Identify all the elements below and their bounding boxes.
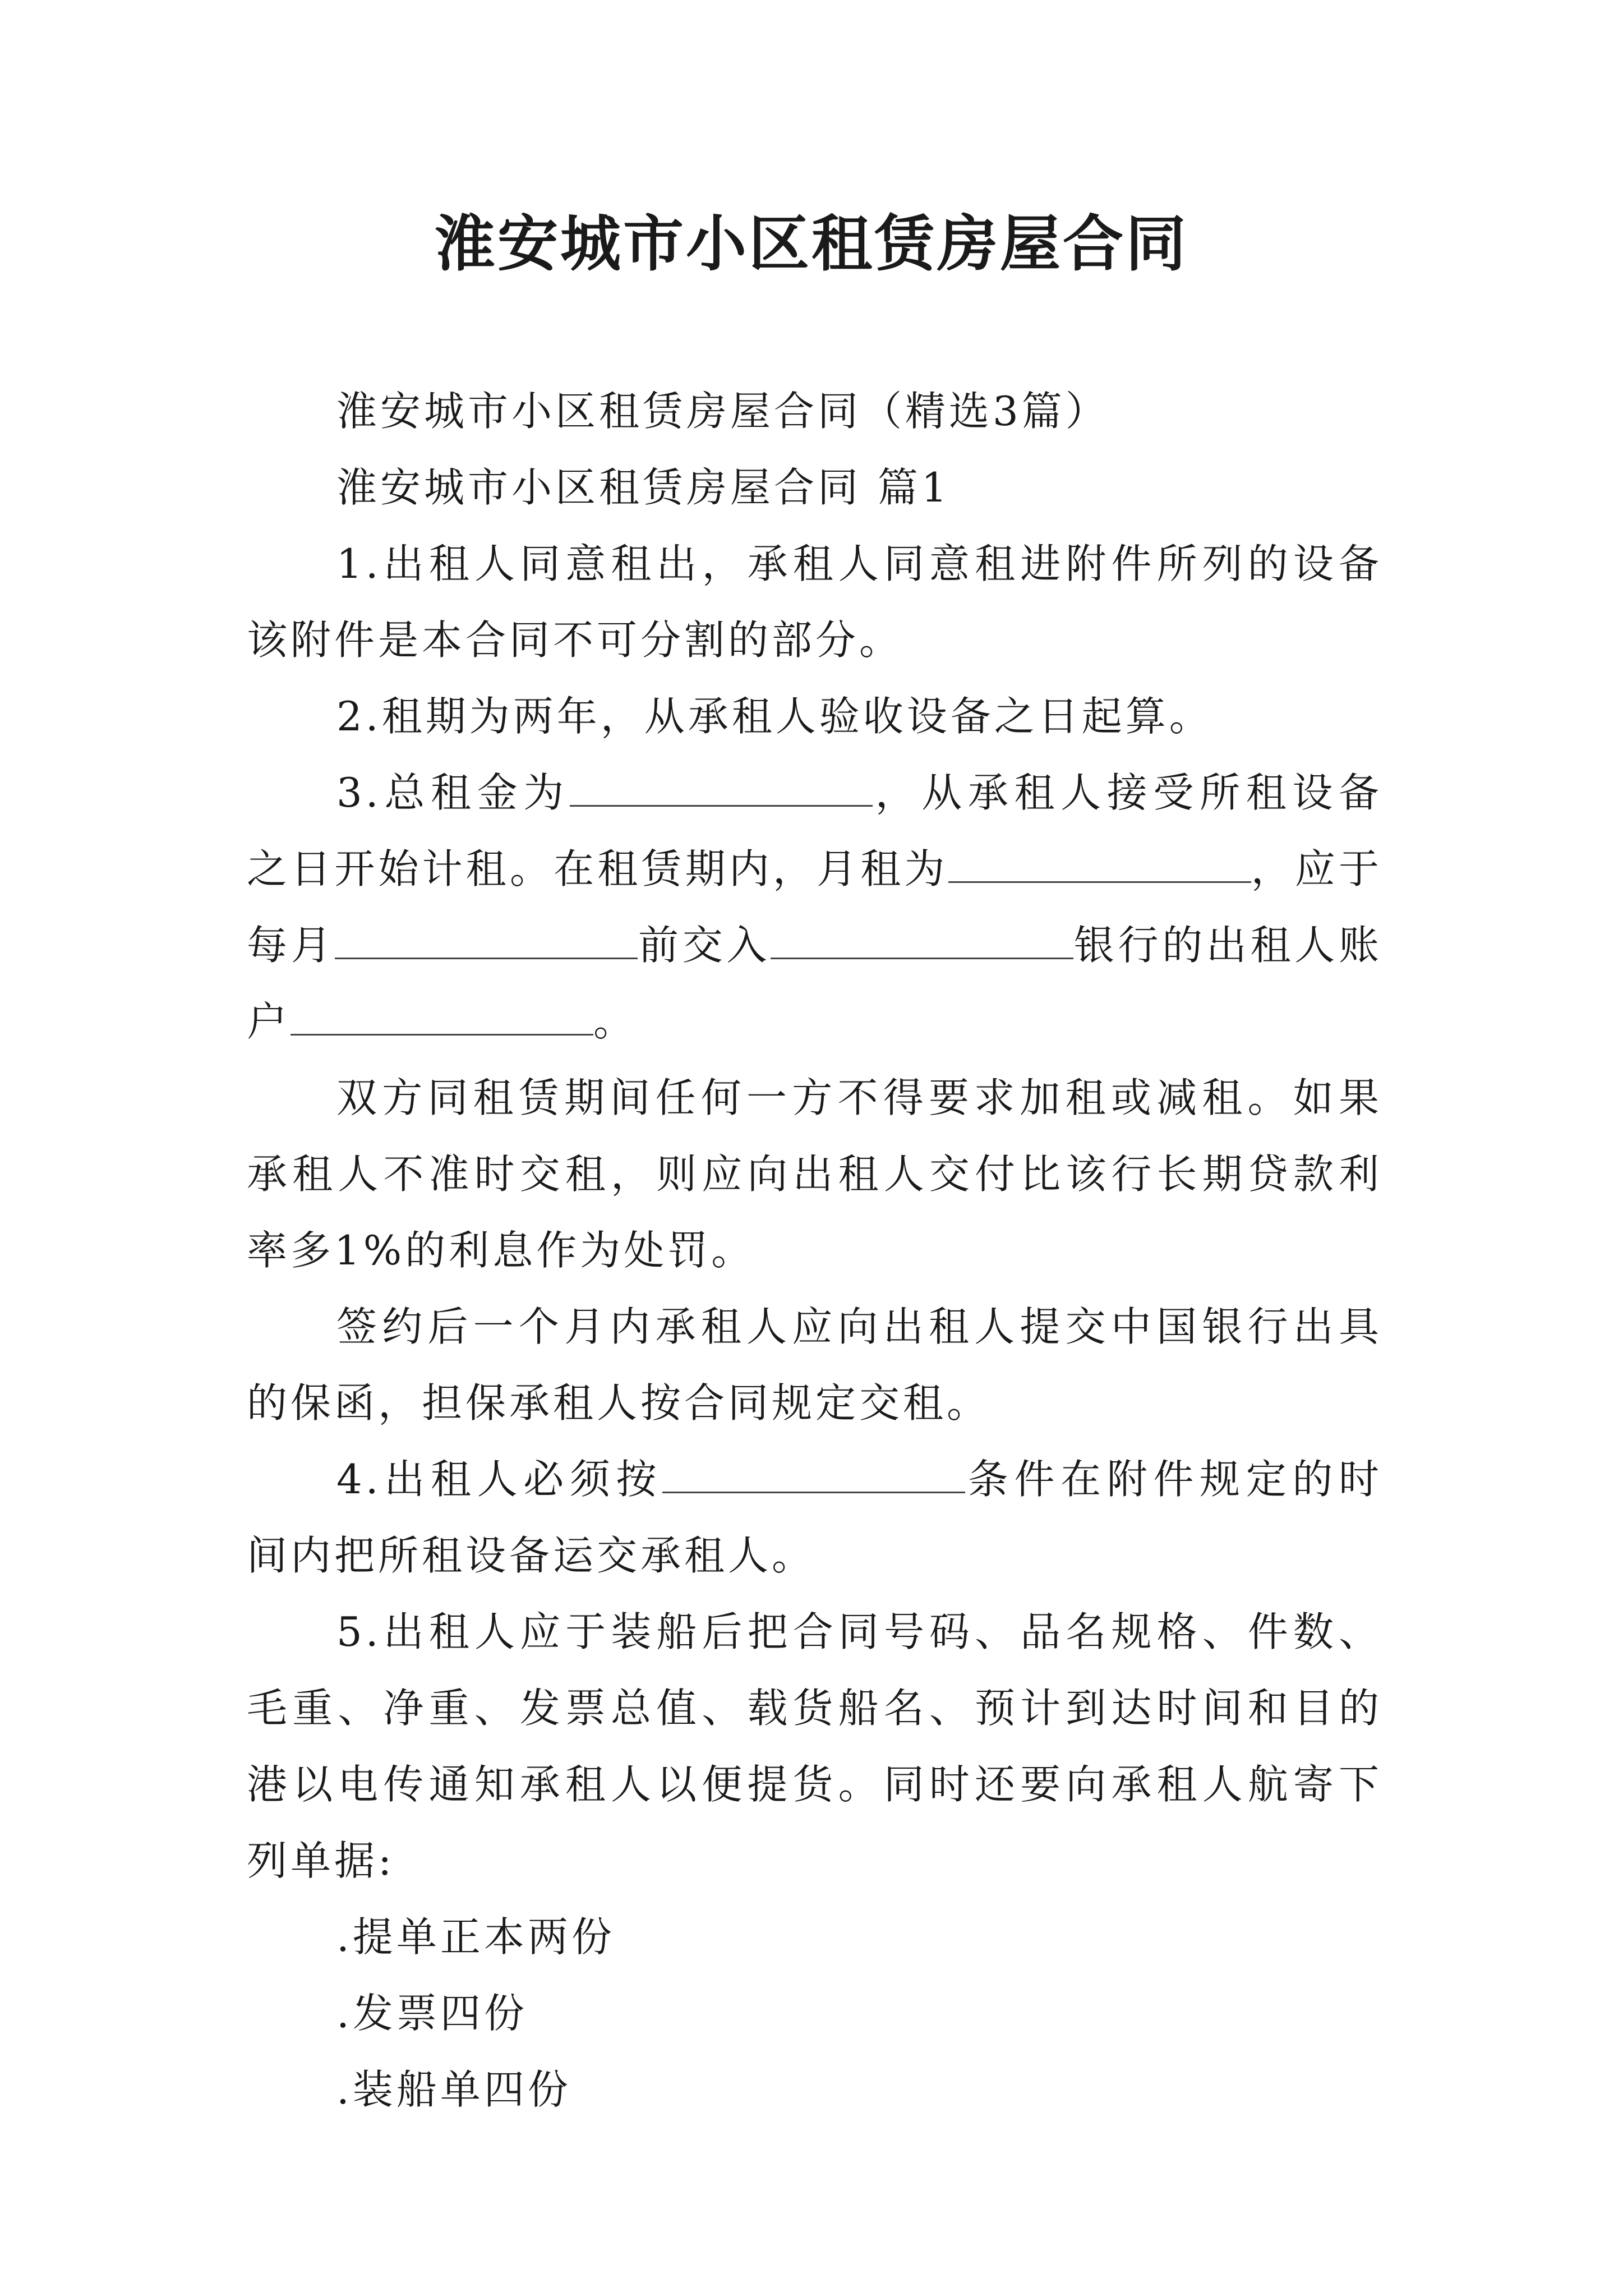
document-body: [247, 373, 1382, 2128]
paragraph-rent-change: 双方同租赁期间任何一方不得要求加租或减租。如果承租人不准时交租，则应向出租人交付比该行长期贷款利率多1%的利息作为处罚。: [247, 1074, 1382, 1274]
list-item: .装船单四份: [336, 2066, 571, 2113]
list-item: .提单正本两份: [336, 1913, 615, 1961]
clause-3-part-b: ，从承租人接受所租设备之日开始计租。在租赁期内，月租为: [247, 769, 1382, 892]
clause-3-part-c: ，应于每月: [247, 845, 1382, 969]
list-item: .发票四份: [336, 1990, 528, 2037]
clause-1: 1.出租人同意租出，承租人同意租进附件所列的设备该附件是本合同不可分割的部分。: [247, 540, 1382, 664]
blank-bank-name: [771, 919, 1073, 959]
blank-payment-day: [335, 919, 638, 959]
section-heading: 淮安城市小区租赁房屋合同 篇1: [336, 464, 951, 511]
document-title: 淮安城市小区租赁房屋合同: [434, 209, 1188, 279]
blank-total-rent: [570, 767, 873, 807]
clause-3-part-f: 。: [593, 998, 638, 1045]
blank-monthly-rent: [948, 843, 1251, 883]
clause-4-part-a: 4.出租人必须按: [336, 1456, 663, 1503]
document-subtitle: 淮安城市小区租赁房屋合同（精选3篇）: [336, 388, 1109, 435]
blank-account-number: [291, 996, 593, 1036]
clause-3-part-e: 银行的出租人账户: [247, 922, 1382, 1045]
clause-4: [247, 1441, 1382, 1594]
blank-delivery-terms: [662, 1453, 965, 1493]
clause-2: 2.租期为两年，从承租人验收设备之日起算。: [336, 693, 1213, 740]
clause-5: 5.出租人应于装船后把合同号码、品名规格、件数、毛重、净重、发票总值、载货船名、预计到达时间和目的港以电传通知承租人以便提货。同时还要向承租人航寄下列单据:: [247, 1608, 1382, 1884]
clause-4-part-b: 条件在附件规定的时间内把所租设备运交承租人。: [247, 1456, 1382, 1579]
paragraph-guarantee: 签约后一个月内承租人应向出租人提交中国银行出具的保函，担保承租人按合同规定交租。: [247, 1303, 1382, 1427]
clause-3: [247, 754, 1382, 1060]
clause-3-part-a: 3.总租金为: [336, 769, 570, 816]
clause-3-part-d: 前交入: [638, 922, 771, 969]
